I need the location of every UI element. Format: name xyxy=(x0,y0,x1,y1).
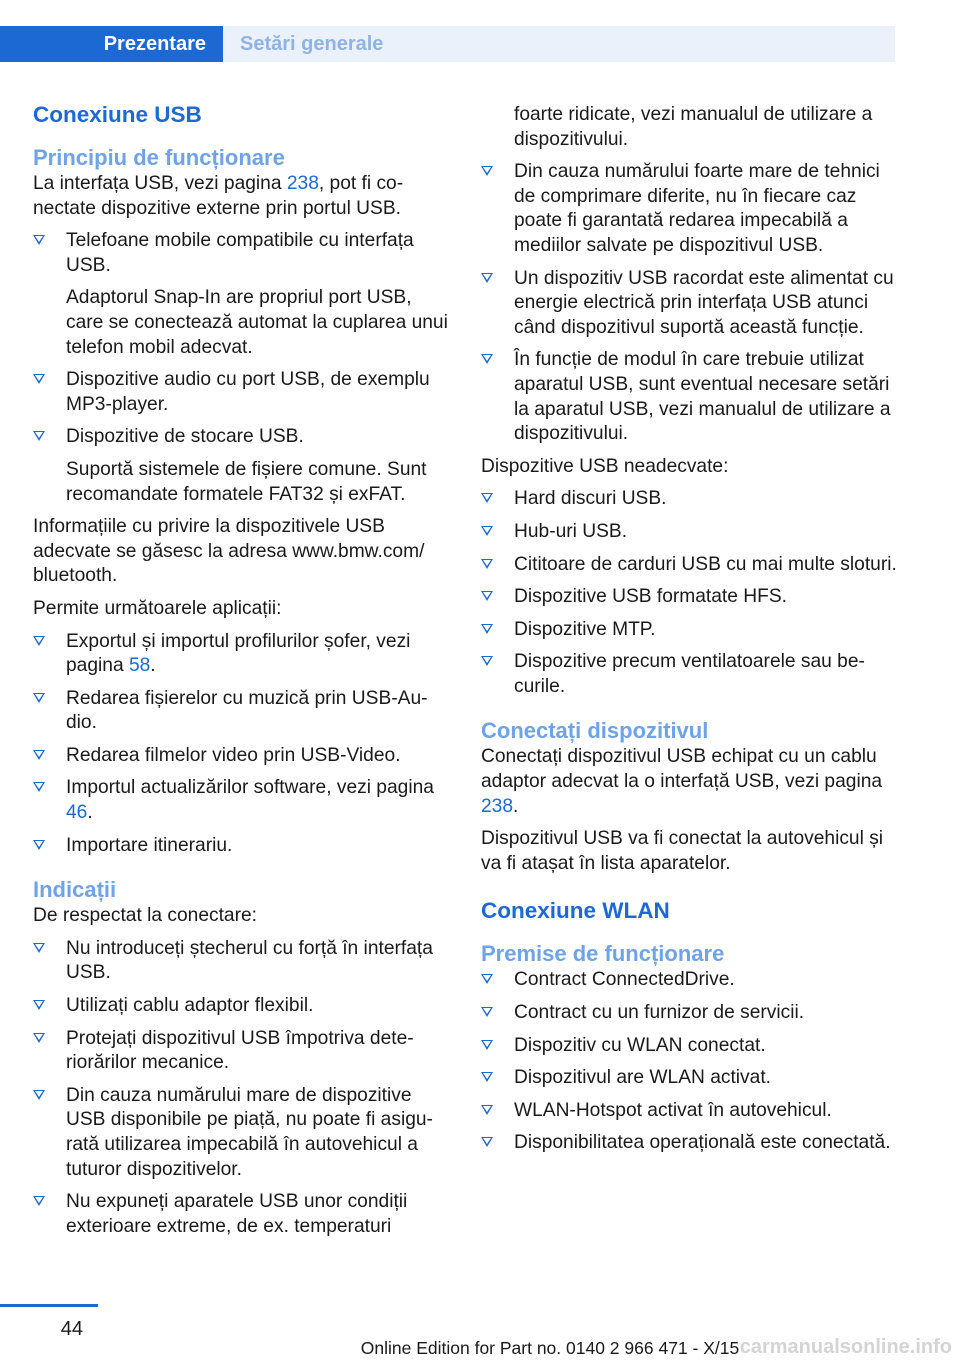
header-bar xyxy=(0,0,960,62)
heading-principiu: Principiu de funcționare xyxy=(33,145,285,170)
list-item xyxy=(33,687,448,736)
info-paragraph: Informațiile cu privire la dispozitivele USB adecvate se găsesc la adresa www.bmw.com/ bluetooth. xyxy=(33,516,425,587)
bullet-triangle-icon xyxy=(33,235,45,245)
right-column xyxy=(481,103,899,1164)
watermark: carmanualsonline.info xyxy=(739,1336,952,1358)
list-item-text: Din cauza numărului mare de dispozitive USB disponibile pe piață, nu poate fi asigurată utilizarea impecabilă în autovehicul a tuturor dispozitivelor. xyxy=(66,1084,433,1180)
bullet-triangle-icon xyxy=(33,1033,45,1043)
bullet-triangle-icon xyxy=(481,974,493,984)
bullet-triangle-icon xyxy=(33,374,45,384)
list-item-sub: Suportă sistemele de fișiere comune. Sunt recomandate formatele FAT32 și exFAT. xyxy=(66,458,427,505)
bullet-triangle-icon xyxy=(481,354,493,364)
notes-list xyxy=(33,937,448,1240)
page-link-238[interactable]: 238 xyxy=(481,795,514,817)
conectat-paragraph: Dispozitivul USB va fi conectat la autovehicul și va fi atașat în lista aparatelor. xyxy=(481,828,884,874)
list-item-text: În funcție de modul în care trebuie utilizat aparatul USB, sunt eventual necesare setări la aparatul USB, vezi manualul de utilizare a dispozitivului. xyxy=(514,349,891,445)
list-item xyxy=(33,834,448,859)
bullet-triangle-icon xyxy=(33,782,45,792)
list-item-text: Un dispozitiv USB racordat este alimentat cu energie electrică prin interfața USB atunci când dispozitivul suportă această funcție. xyxy=(514,267,894,338)
list-item-text: Contract ConnectedDrive. xyxy=(514,969,735,991)
list-item-text: Dispozitive audio cu port USB, de exemplu MP3-player. xyxy=(66,369,430,415)
list-item-text: Dispozitive MTP. xyxy=(514,618,656,640)
left-column xyxy=(33,100,448,1247)
bullet-triangle-icon xyxy=(481,1105,493,1115)
list-item-text: Nu introduceți ștecherul cu forță în interfața USB. xyxy=(66,937,433,984)
list-item xyxy=(33,937,448,986)
permite-paragraph: Permite următoarele aplicații: xyxy=(33,597,282,619)
intro-text-b: , pot fi conectate dispozitive externe prin portul USB. xyxy=(33,173,404,219)
bullet-triangle-icon xyxy=(481,591,493,601)
list-item-text: Dispozitive precum ventilatoarele sau becurile. xyxy=(514,651,865,697)
bullet-triangle-icon xyxy=(481,493,493,503)
bullet-triangle-icon xyxy=(481,624,493,634)
list-item xyxy=(33,1084,448,1182)
bullet-triangle-icon xyxy=(481,1137,493,1147)
bullet-triangle-icon xyxy=(33,750,45,760)
list-item-after: . xyxy=(87,802,93,824)
list-item-text: Disponibilitatea operațională este conectată. xyxy=(514,1132,891,1154)
bullet-triangle-icon xyxy=(33,943,45,953)
bullet-triangle-icon xyxy=(33,1090,45,1100)
usb-notes-list-cont xyxy=(481,160,899,447)
tab-prezentare[interactable]: Prezentare xyxy=(0,26,223,62)
bullet-triangle-icon xyxy=(481,559,493,569)
respectat-paragraph: De respectat la conectare: xyxy=(33,905,257,927)
list-item-text: Protejați dispozitivul USB împotriva deteriorărilor mecanice. xyxy=(66,1027,414,1074)
conectati-text-a: Conectați dispozitivul USB echipat cu un cablu adaptor adecvat la o interfață USB, vezi pagina xyxy=(481,746,883,793)
list-item-text: Hard discuri USB. xyxy=(514,488,667,510)
list-item xyxy=(33,630,448,679)
page-link-58[interactable]: 58 xyxy=(128,655,151,677)
conectati-paragraph xyxy=(481,745,899,819)
heading-premise: Premise de funcționare xyxy=(481,941,725,967)
page-link-46[interactable]: 46 xyxy=(66,802,88,824)
list-item xyxy=(481,968,899,993)
heading-conexiune-wlan: Conexiune WLAN xyxy=(481,898,670,924)
list-item-text: Utilizați cablu adaptor flexibil. xyxy=(66,995,314,1017)
list-item-text: Hub-uri USB. xyxy=(514,520,628,542)
list-item xyxy=(481,267,899,341)
list-item xyxy=(481,553,899,578)
list-item-text: Dispozitiv cu WLAN conectat. xyxy=(514,1034,766,1056)
page-number: 44 xyxy=(60,1318,83,1340)
list-item xyxy=(33,994,448,1019)
list-item xyxy=(481,160,899,258)
list-item-after: . xyxy=(150,655,156,677)
list-item-text: Cititoare de carduri USB cu mai multe sloturi. xyxy=(514,553,897,575)
conectati-text-b: . xyxy=(513,795,519,817)
list-item xyxy=(33,744,448,769)
bullet-triangle-icon xyxy=(481,166,493,176)
list-item-text: Exportul și importul profilurilor șofer, vezi pagina xyxy=(66,630,411,677)
wlan-requirements-list xyxy=(481,968,899,1156)
list-item xyxy=(481,650,899,699)
list-item xyxy=(481,1099,899,1124)
list-item xyxy=(481,1066,899,1091)
list-item xyxy=(481,487,899,512)
bullet-triangle-icon xyxy=(33,636,45,646)
edition-note: Online Edition for Part no. 0140 2 966 471 - X/15 xyxy=(360,1338,740,1358)
intro-paragraph xyxy=(33,172,448,221)
list-item xyxy=(481,348,899,446)
bullet-triangle-icon xyxy=(481,1072,493,1082)
list-item-text: Din cauza numărului foarte mare de tehnici de comprimare diferite, nu în fiecare caz poate fi garantată redarea impecabilă a mediilor salvate pe dispozitivul USB. xyxy=(514,161,880,256)
list-item xyxy=(481,1034,899,1059)
heading-conectati: Conectați dispozitivul xyxy=(481,718,709,744)
list-item xyxy=(33,1190,448,1239)
unsuitable-devices-list xyxy=(481,487,899,699)
compatible-devices-list xyxy=(33,229,448,507)
bullet-triangle-icon xyxy=(481,273,493,283)
list-item xyxy=(481,1131,899,1156)
bullet-triangle-icon xyxy=(481,1040,493,1050)
list-item-text: Nu expuneți aparatele USB unor condiții exterioare extreme, de ex. temperaturi xyxy=(66,1191,408,1237)
list-item-text: Contract cu un furnizor de servicii. xyxy=(514,1002,805,1024)
list-item xyxy=(481,520,899,545)
page-link-238[interactable]: 238 xyxy=(286,173,319,194)
footer-rule xyxy=(0,1304,98,1307)
list-item-sub: Adaptorul Snap-In are propriul port USB, care se conectează automat la cuplarea unui telefon mobil adecvat. xyxy=(66,287,448,358)
list-item-text: WLAN-Hotspot activat în autovehicul. xyxy=(514,1099,832,1121)
bullet-triangle-icon xyxy=(481,1007,493,1017)
list-item-text: Redarea fișierelor cu muzică prin USB-Audio. xyxy=(66,687,428,734)
applications-list xyxy=(33,630,448,859)
bullet-triangle-icon xyxy=(481,656,493,666)
list-item-text: Importul actualizărilor software, vezi pagina xyxy=(66,777,434,799)
list-item xyxy=(33,776,448,825)
list-item xyxy=(481,618,899,643)
neadecvate-paragraph: Dispozitive USB neadecvate: xyxy=(481,455,729,477)
list-item-text: Dispozitive USB formatate HFS. xyxy=(514,586,787,608)
bullet-triangle-icon xyxy=(33,431,45,441)
list-item xyxy=(481,1001,899,1026)
tab-setari-generale[interactable]: Setări generale xyxy=(223,26,895,62)
list-item-text: Redarea filmelor video prin USB-Video. xyxy=(66,744,401,766)
list-item xyxy=(33,368,448,417)
list-item-text: Dispozitivul are WLAN activat. xyxy=(514,1067,771,1089)
continuation-text: foarte ridicate, vezi manualul de utilizare a dispozitivului. xyxy=(514,104,873,150)
bullet-triangle-icon xyxy=(33,1196,45,1206)
list-item-text: Importare itinerariu. xyxy=(66,834,233,856)
list-item xyxy=(481,585,899,610)
heading-conexiune-usb: Conexiune USB xyxy=(33,102,202,127)
list-item xyxy=(33,229,448,360)
bullet-triangle-icon xyxy=(33,693,45,703)
bullet-triangle-icon xyxy=(481,526,493,536)
intro-text-a: La interfața USB, vezi pagina xyxy=(33,173,287,194)
heading-indicatii: Indicații xyxy=(33,877,117,903)
bullet-triangle-icon xyxy=(33,840,45,850)
list-item-text: Dispozitive de stocare USB. xyxy=(66,426,304,448)
list-item xyxy=(33,425,448,507)
bullet-triangle-icon xyxy=(33,1000,45,1010)
list-item xyxy=(33,1027,448,1076)
list-item-text: Telefoane mobile compatibile cu interfața USB. xyxy=(66,230,414,276)
